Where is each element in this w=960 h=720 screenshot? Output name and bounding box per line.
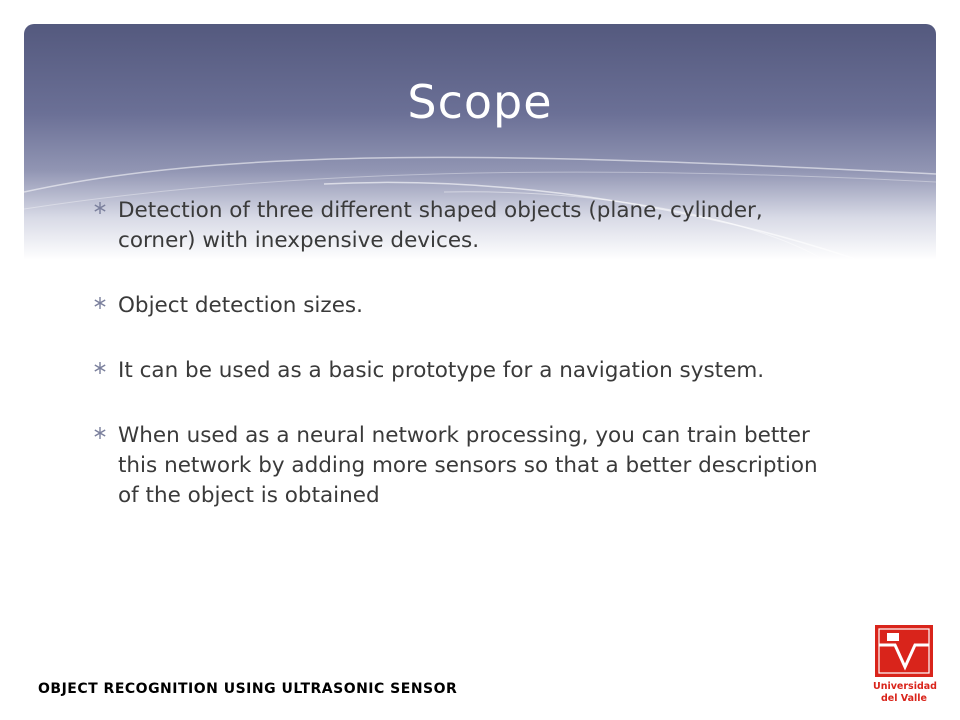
footer-caption: OBJECT RECOGNITION USING ULTRASONIC SENSOR bbox=[38, 681, 458, 697]
logo-mark-icon bbox=[875, 625, 933, 677]
slide-title: Scope bbox=[407, 75, 553, 129]
logo-text-line1: Universidad bbox=[873, 681, 937, 692]
bullet-item bbox=[92, 356, 822, 386]
bullet-text: It can be used as a basic prototype for a navigation system. bbox=[118, 358, 765, 383]
bullet-text: Detection of three different shaped objects (plane, cylinder, corner) with inexpensive devices. bbox=[118, 198, 763, 253]
bullet-list bbox=[92, 196, 822, 546]
logo-text-line2: del Valle bbox=[880, 693, 927, 704]
asterisk-icon bbox=[92, 425, 108, 441]
bullet-item bbox=[92, 196, 822, 256]
asterisk-icon bbox=[92, 295, 108, 311]
bullet-text: Object detection sizes. bbox=[118, 293, 363, 318]
asterisk-icon bbox=[92, 360, 108, 376]
bullet-item bbox=[92, 291, 822, 321]
bullet-text: When used as a neural network processing, you can train better this network by adding more sensors so that a better description of the object is obtained bbox=[118, 423, 818, 508]
asterisk-icon bbox=[92, 200, 108, 216]
bullet-item bbox=[92, 421, 822, 511]
university-logo bbox=[873, 625, 935, 715]
